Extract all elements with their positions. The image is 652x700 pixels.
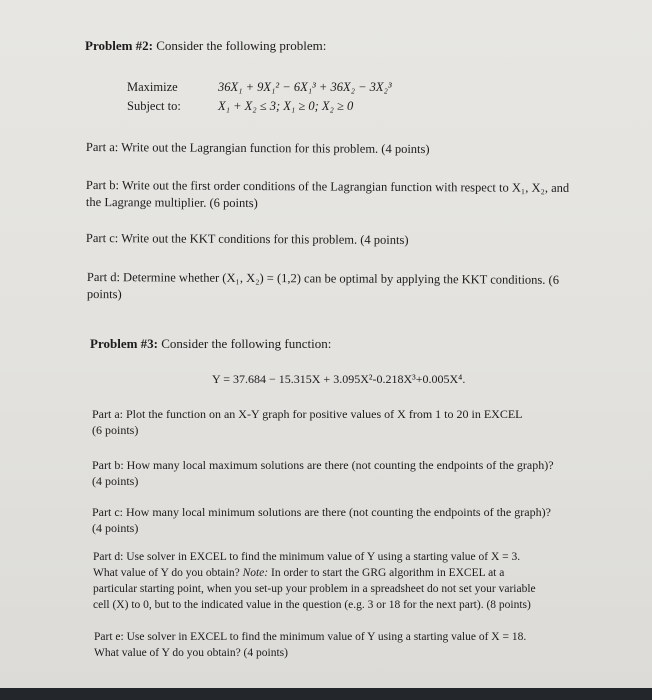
function-equation: Y = 37.684 − 15.315X + 3.095X²-0.218X³+0.005X⁴. xyxy=(212,372,466,386)
problem-2-intro: Consider the following problem: xyxy=(153,38,327,53)
bottom-edge xyxy=(0,688,652,700)
p3-part-e-line2: What value of Y do you obtain? (4 points) xyxy=(94,647,288,659)
subject-to-label: Subject to: xyxy=(127,99,181,113)
p3-part-d-note-label: Note: xyxy=(242,567,269,579)
problem-3-number: Problem #3: xyxy=(90,336,158,351)
p3-part-d-line2 xyxy=(93,566,504,581)
p3-part-d-line1: Part d: Use solver in EXCEL to find the minimum value of Y using a starting value of X = 3. xyxy=(93,551,521,563)
maximize-label: Maximize xyxy=(127,80,178,94)
p3-part-d-line3: particular starting point, when you set-up your problem in a spreadsheet do not set your variable xyxy=(93,583,536,595)
p2-part-b-line2: the Lagrange multiplier. (6 points) xyxy=(85,195,258,211)
p2-part-c: Part c: Write out the KKT conditions for this problem. (4 points) xyxy=(85,231,409,247)
p2-part-d-line1: Part d: Determine whether (X₁, X₂) = (1,2) can be optimal by applying the KKT conditions. (6 xyxy=(86,270,560,287)
p3-part-e-line1: Part e: Use solver in EXCEL to find the minimum value of Y using a starting value of X = 18. xyxy=(94,631,527,643)
objective-function: 36X₁ + 9X₁² − 6X₁³ + 36X₂ − 3X₂³ xyxy=(218,80,392,94)
constraints: X₁ + X₂ ≤ 3; X₁ ≥ 0; X₂ ≥ 0 xyxy=(218,99,354,113)
p2-part-a: Part a: Write out the Lagrangian function for this problem. (4 points) xyxy=(85,140,430,157)
p3-part-a-line2: (6 points) xyxy=(92,423,139,437)
p3-part-c-line1: Part c: How many local minimum solutions are there (not counting the endpoints of the graph)? xyxy=(92,505,551,519)
problem-3-intro: Consider the following function: xyxy=(158,336,332,351)
problem-3-heading xyxy=(90,336,331,351)
p2-part-d-line2: points) xyxy=(86,287,122,302)
p3-part-d-question: What value of Y do you obtain? xyxy=(93,567,243,579)
problem-2-number: Problem #2: xyxy=(85,38,153,53)
p3-part-d-line4: cell (X) to 0, but to the indicated value in the question (e.g. 3 or 18 for the next part). (8 points) xyxy=(93,599,531,611)
p3-part-b-line2: (4 points) xyxy=(92,474,139,488)
p3-part-a-line1: Part a: Plot the function on an X-Y graph for positive values of X from 1 to 20 in EXCEL xyxy=(92,407,523,421)
problem-2-heading xyxy=(85,38,326,53)
p3-part-b-line1: Part b: How many local maximum solutions are there (not counting the endpoints of the graph)? xyxy=(92,458,554,472)
p2-part-b-line1: Part b: Write out the first order conditions of the Lagrangian function with respect to X₁, X₂, and xyxy=(85,178,570,195)
p3-part-c-line2: (4 points) xyxy=(92,521,139,535)
p3-part-d-note-text: In order to start the GRG algorithm in EXCEL at a xyxy=(268,567,505,579)
